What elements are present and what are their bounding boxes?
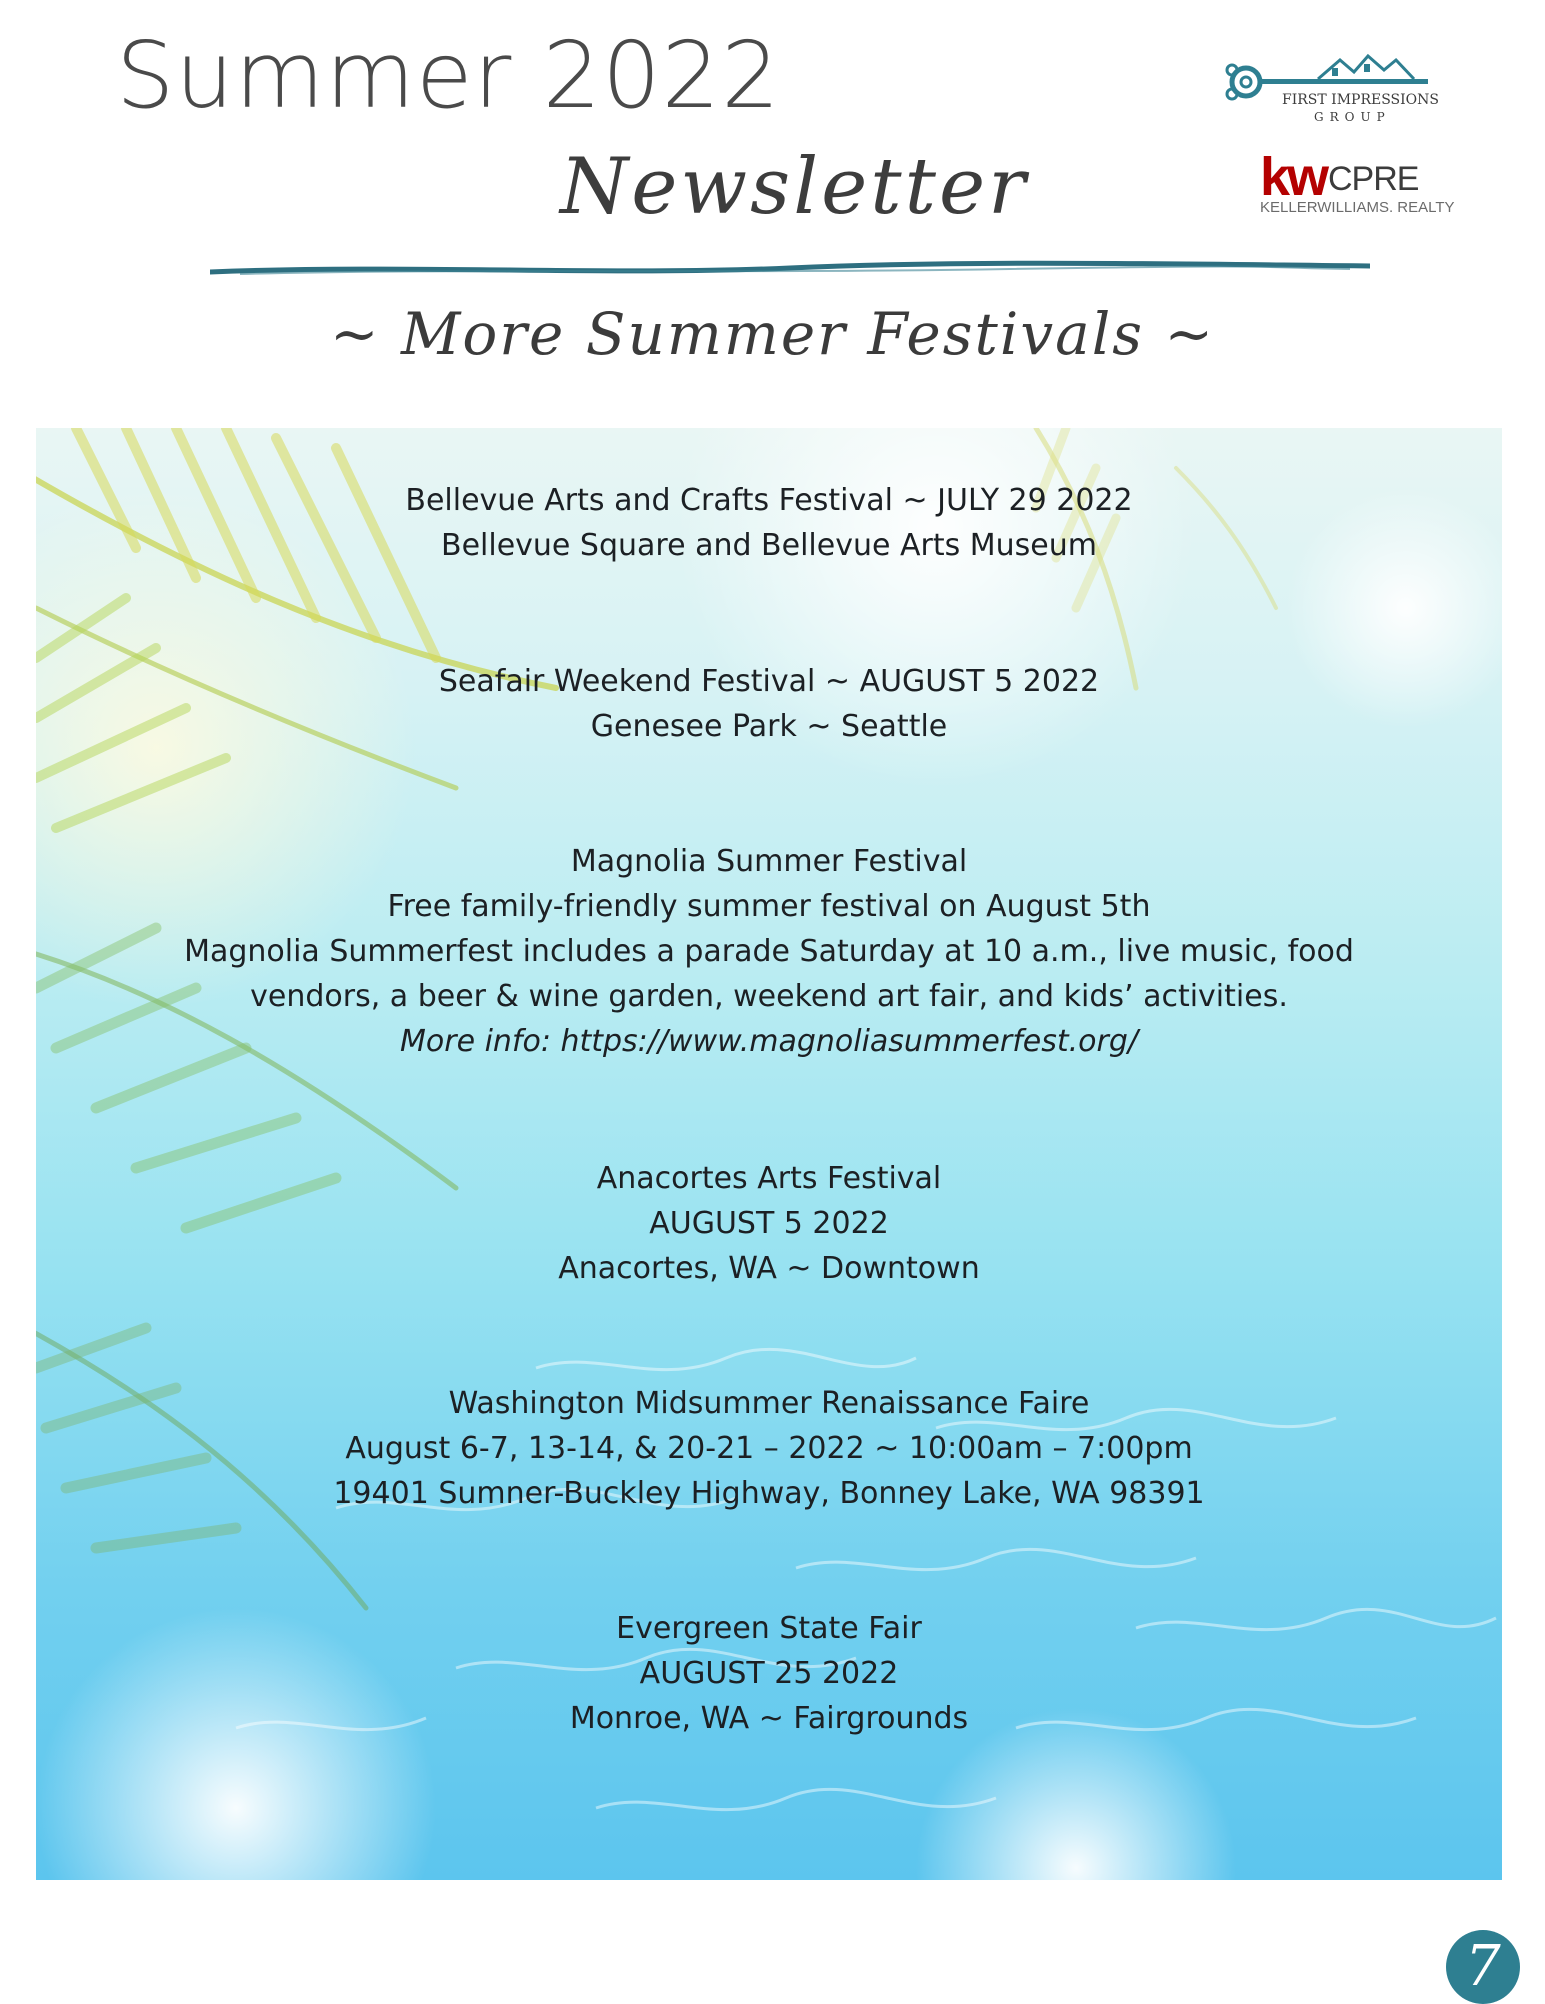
- event-line: Washington Midsummer Renaissance Faire: [448, 1386, 1090, 1421]
- event-magnolia-summer: [36, 839, 1502, 1064]
- event-line: AUGUST 5 2022: [649, 1206, 889, 1241]
- event-line: AUGUST 25 2022: [639, 1656, 899, 1691]
- event-line: Genesee Park ~ Seattle: [590, 709, 948, 744]
- event-evergreen-state-fair: [36, 1606, 1502, 1741]
- event-line: 19401 Sumner-Buckley Highway, Bonney Lake, WA 98391: [333, 1476, 1205, 1511]
- title-newsletter: Newsletter: [560, 142, 1029, 232]
- event-line: Anacortes Arts Festival: [596, 1161, 942, 1196]
- keller-williams-logo: [1260, 147, 1470, 220]
- logo-text-kw: kw: [1260, 147, 1327, 207]
- section-title: ~ More Summer Festivals ~: [329, 300, 1216, 368]
- event-line: Seafair Weekend Festival ~ AUGUST 5 2022: [438, 664, 1100, 699]
- event-line: Bellevue Arts and Crafts Festival ~ JULY 29 2022: [405, 483, 1133, 518]
- logo-text-group: GROUP: [1314, 110, 1391, 124]
- event-line: Bellevue Square and Bellevue Arts Museum: [441, 528, 1097, 563]
- event-bellevue-arts-crafts: [36, 478, 1502, 568]
- event-renaissance-faire: [36, 1381, 1502, 1516]
- page-number-badge: 7: [1446, 1930, 1520, 2004]
- event-line: Free family-friendly summer festival on August 5th: [387, 889, 1151, 924]
- first-impressions-logo: [1218, 46, 1438, 130]
- event-more-info-link[interactable]: More info: https://www.magnoliasummerfest.org/: [400, 1024, 1138, 1059]
- event-line: Magnolia Summerfest includes a parade Saturday at 10 a.m., live music, food: [184, 934, 1354, 969]
- event-line: Evergreen State Fair: [616, 1611, 922, 1646]
- event-line: vendors, a beer & wine garden, weekend art fair, and kids’ activities.: [250, 979, 1288, 1014]
- event-line: August 6-7, 13-14, & 20-21 – 2022 ~ 10:00am – 7:00pm: [345, 1431, 1193, 1466]
- header-divider: [210, 260, 1370, 280]
- event-anacortes-arts: [36, 1156, 1502, 1291]
- title-year: Summer 2022: [116, 22, 781, 129]
- event-seafair-weekend: [36, 659, 1502, 749]
- event-line: Monroe, WA ~ Fairgrounds: [569, 1701, 969, 1736]
- event-line: Magnolia Summer Festival: [570, 844, 968, 879]
- logo-text-keller-williams-realty: KELLERWILLIAMS. REALTY: [1260, 199, 1455, 216]
- logo-text-first-impressions: FIRST IMPRESSIONS: [1282, 92, 1439, 108]
- event-line: Anacortes, WA ~ Downtown: [558, 1251, 980, 1286]
- logo-text-cpre: CPRE: [1328, 160, 1419, 198]
